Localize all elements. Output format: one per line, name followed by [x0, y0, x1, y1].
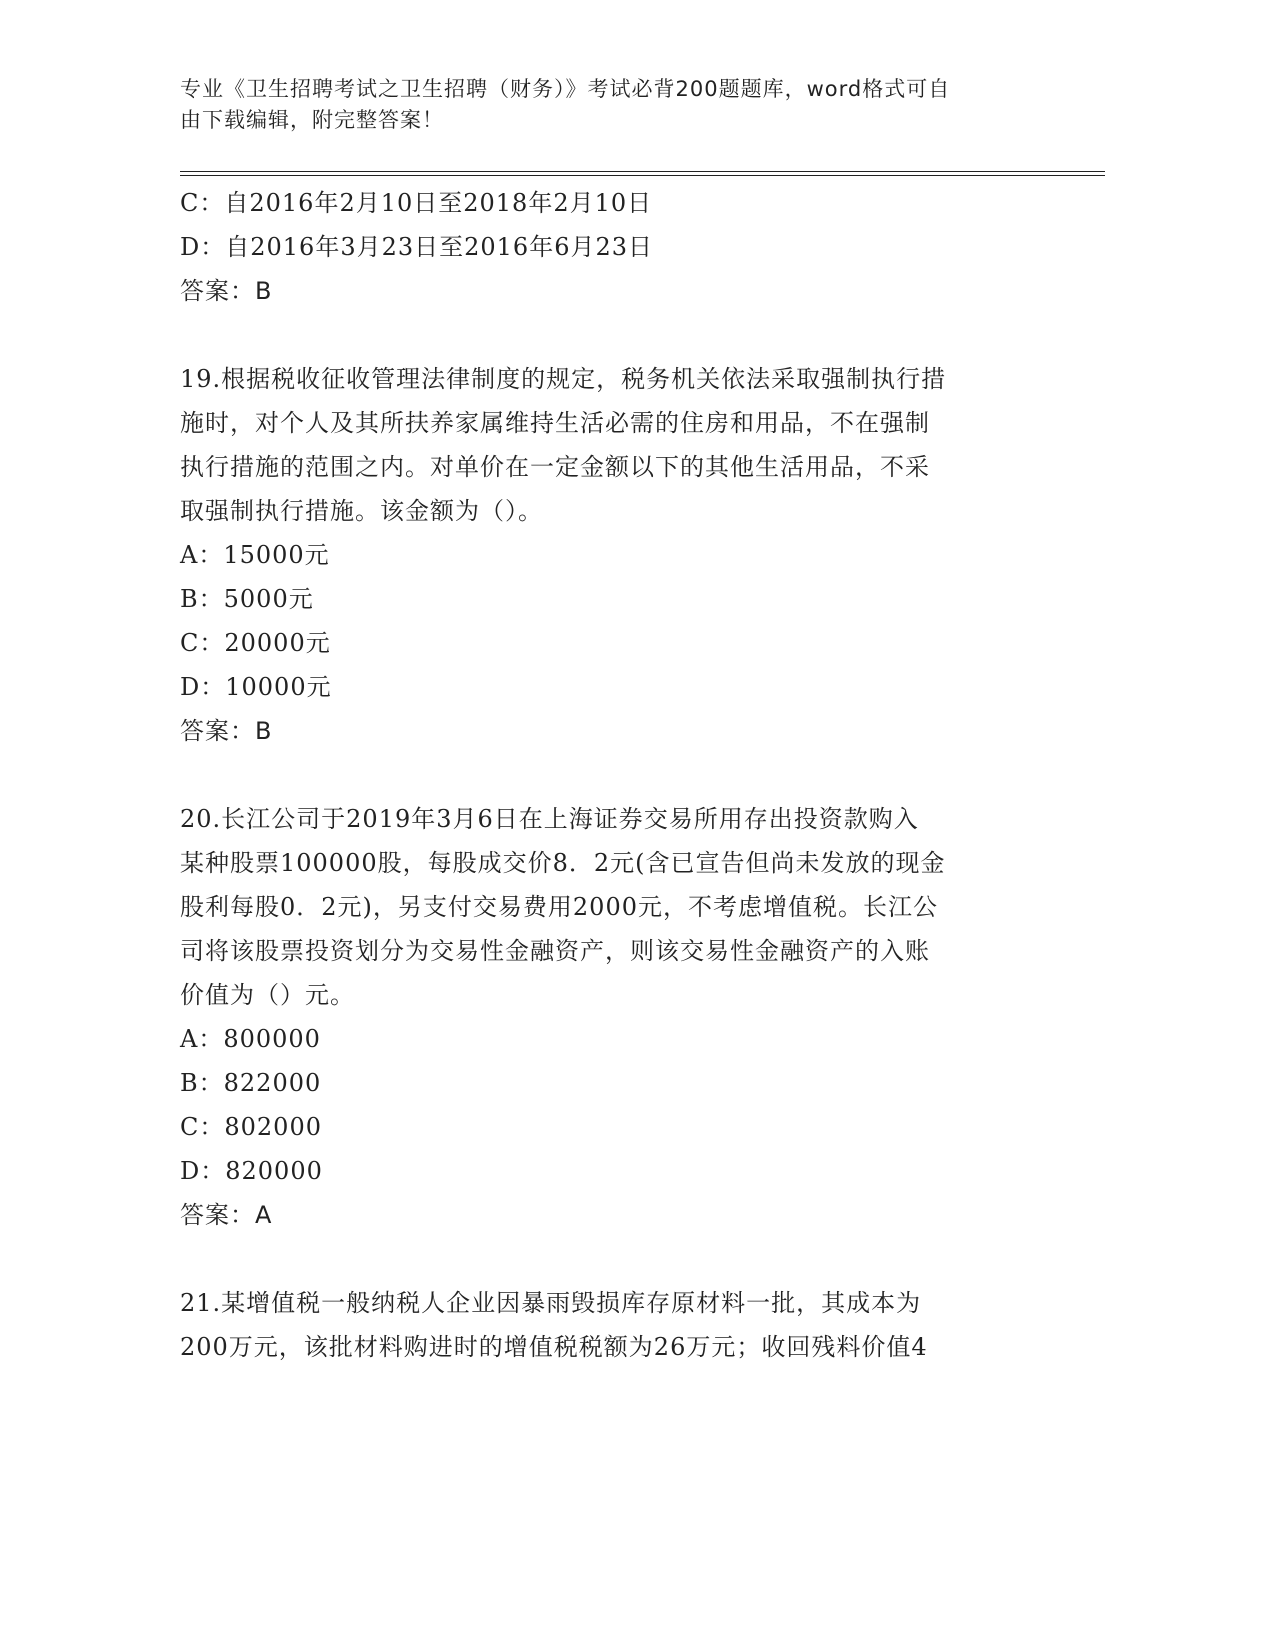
option-c: C：20000元: [180, 629, 331, 657]
option-d: D：自2016年3月23日至2016年6月23日: [180, 233, 654, 261]
option-b: B：5000元: [180, 585, 314, 613]
question-stem-line: 价值为（）元。: [180, 981, 355, 1009]
header-title-line-1: 专业《卫生招聘考试之卫生招聘（财务）》考试必背200题题库，word格式可自: [180, 77, 951, 101]
option-a: A：800000: [180, 1025, 321, 1053]
option-d: D：10000元: [180, 673, 332, 701]
option-c: C：自2016年2月10日至2018年2月10日: [180, 189, 653, 217]
question-stem-line: 取强制执行措施。该金额为（）。: [180, 497, 543, 525]
header-divider-bottom: [180, 175, 1105, 176]
header-title-line-2: 由下载编辑，附完整答案！: [180, 108, 444, 132]
option-c: C：802000: [180, 1113, 322, 1141]
option-b: B：822000: [180, 1069, 322, 1097]
spacer: [180, 1237, 1040, 1281]
question-stem-line: 股利每股0．2元)，另支付交易费用2000元，不考虑增值税。长江公: [180, 893, 938, 921]
question-stem-line: 施时，对个人及其所扶养家属维持生活必需的住房和用品，不在强制: [180, 409, 930, 437]
question-stem-line: 20.长江公司于2019年3月6日在上海证券交易所用存出投资款购入: [180, 805, 919, 833]
answer-line: 答案：B: [180, 277, 273, 305]
question-18-tail: [180, 181, 1040, 313]
question-stem-line: 19.根据税收征收管理法律制度的规定，税务机关依法采取强制执行措: [180, 365, 947, 393]
question-stem-line: 司将该股票投资划分为交易性金融资产，则该交易性金融资产的入账: [180, 937, 930, 965]
answer-line: 答案：A: [180, 1201, 273, 1229]
question-stem-line: 21.某增值税一般纳税人企业因暴雨毁损库存原材料一批，其成本为: [180, 1289, 922, 1317]
page-header: [180, 74, 1040, 136]
spacer: [180, 753, 1040, 797]
document-body: [180, 181, 1040, 1369]
question-19: [180, 357, 1040, 753]
answer-line: 答案：B: [180, 717, 273, 745]
question-21: [180, 1281, 1040, 1369]
question-stem-line: 某种股票100000股，每股成交价8．2元(含已宣告但尚未发放的现金: [180, 849, 946, 877]
header-divider-top: [180, 171, 1105, 172]
option-d: D：820000: [180, 1157, 323, 1185]
question-stem-line: 执行措施的范围之内。对单价在一定金额以下的其他生活用品，不采: [180, 453, 930, 481]
question-stem-line: 200万元，该批材料购进时的增值税税额为26万元；收回残料价值4: [180, 1333, 928, 1361]
option-a: A：15000元: [180, 541, 330, 569]
question-20: [180, 797, 1040, 1237]
spacer: [180, 313, 1040, 357]
